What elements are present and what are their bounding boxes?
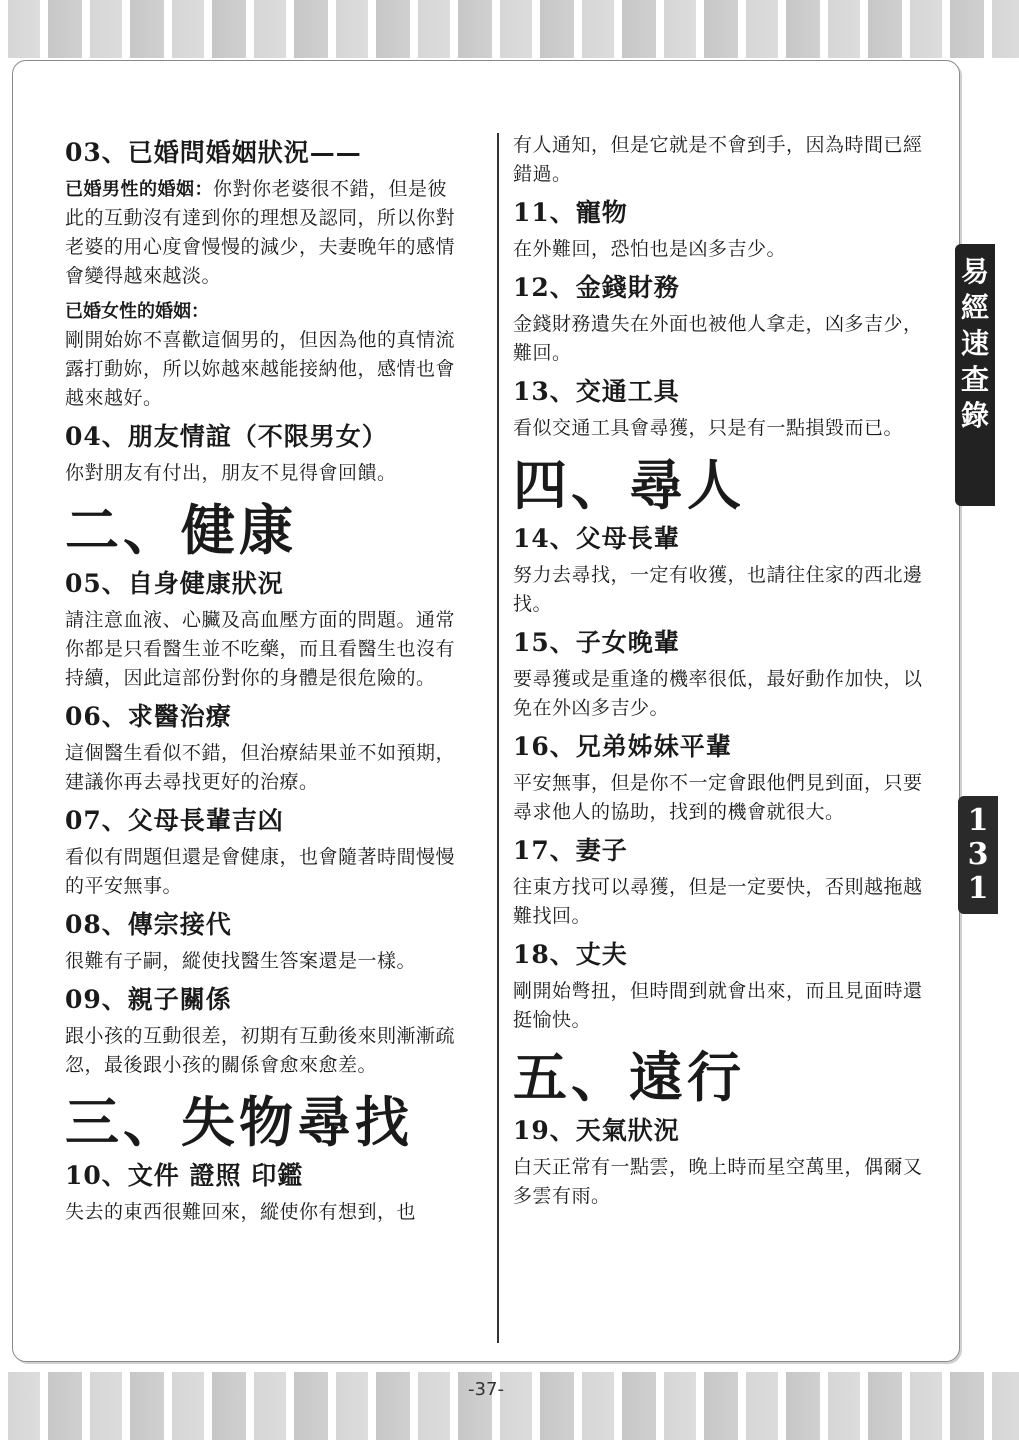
section-19-title: 19、天氣狀況 <box>513 1116 680 1145</box>
section-17-title: 17、妻子 <box>513 836 628 865</box>
section-06-text: 這個醫生看似不錯，但治療結果並不如預期，建議你再去尋找更好的治療。 <box>65 742 456 793</box>
section-14-text: 努力去尋找，一定有收獲，也請往住家的西北邊找。 <box>513 564 923 615</box>
column-divider <box>497 133 499 1343</box>
section-10-title: 10、文件 證照 印鑑 <box>65 1161 304 1190</box>
section-08-text: 很難有子嗣，縱使找醫生答案還是一樣。 <box>65 950 417 972</box>
section-04-title: 04、朋友情誼（不限男女） <box>65 422 388 451</box>
section-19-text: 白天正常有一點雲，晚上時而星空萬里，偶爾又多雲有雨。 <box>513 1156 923 1207</box>
chapter-4-title: 四、尋人 <box>513 453 745 517</box>
side-tab-char: 錄 <box>960 399 989 432</box>
section-15-text: 要尋獲或是重逢的機率很低，最好動作加快，以免在外凶多吉少。 <box>513 668 923 719</box>
section-06-title: 06、求醫治療 <box>65 702 232 731</box>
section-03-title: 03、已婚問婚姻狀況—— <box>65 138 362 167</box>
chapter-2-title: 二、健康 <box>65 498 297 562</box>
book-page <box>12 60 960 1400</box>
section-11-text: 在外難回，恐怕也是凶多吉少。 <box>513 238 787 260</box>
side-tab-book-title <box>955 244 995 506</box>
section-10-text: 失去的東西很難回來，縱使你有想到，也 <box>65 1201 417 1223</box>
section-09-text: 跟小孩的互動很差，初期有互動後來則漸漸疏忽，最後跟小孩的關係會愈來愈差。 <box>65 1025 456 1076</box>
section-10-continued: 有人通知，但是它就是不會到手，因為時間已經錯過。 <box>513 134 923 185</box>
female-marriage-text: 剛開始妳不喜歡這個男的，但因為他的真情流露打動妳，所以妳越來越能接納他，感情也會越來越好。 <box>65 329 456 409</box>
side-number-digit: 1 <box>967 803 989 838</box>
section-05-text: 請注意血液、心臟及高血壓方面的問題。通常你都是只看醫生並不吃藥，而且看醫生也沒有持續，因此這部份對你的身體是很危險的。 <box>65 609 456 689</box>
section-17-text: 往東方找可以尋獲，但是一定要快，否則越拖越難找回。 <box>513 876 923 927</box>
side-number-digit: 1 <box>967 871 989 906</box>
section-07-title: 07、父母長輩吉凶 <box>65 806 284 835</box>
side-tab-char: 易 <box>960 255 989 288</box>
top-decorative-band <box>0 0 1019 58</box>
left-column <box>65 131 465 1233</box>
male-marriage-label: 已婚男性的婚姻： <box>65 179 213 200</box>
section-04-text: 你對朋友有付出，朋友不見得會回饋。 <box>65 462 397 484</box>
side-number-digit: 3 <box>967 837 989 872</box>
section-12-text: 金錢財務遺失在外面也被他人拿走，凶多吉少，難回。 <box>513 313 923 364</box>
section-13-text: 看似交通工具會尋獲，只是有一點損毀而已。 <box>513 417 904 439</box>
section-03-male <box>65 175 465 291</box>
section-11-title: 11、寵物 <box>513 198 628 227</box>
section-09-title: 09、親子關係 <box>65 985 232 1014</box>
female-marriage-label: 已婚女性的婚姻： <box>65 301 209 322</box>
male-marriage-text: 你對你老婆很不錯，但是彼此的互動沒有達到你的理想及認同，所以你對老婆的用心度會慢慢的減少，夫妻晚年的感情會變得越來越淡。 <box>65 178 456 287</box>
section-05-title: 05、自身健康狀況 <box>65 569 284 598</box>
section-14-title: 14、父母長輩 <box>513 524 680 553</box>
chapter-3-title: 三、失物尋找 <box>65 1090 413 1154</box>
section-13-title: 13、交通工具 <box>513 377 680 406</box>
section-08-title: 08、傳宗接代 <box>65 910 232 939</box>
page-number: -37- <box>468 1379 504 1400</box>
side-tab-char: 速 <box>960 327 989 360</box>
section-12-title: 12、金錢財務 <box>513 273 680 302</box>
section-16-text: 平安無事，但是你不一定會跟他們見到面，只要尋求他人的協助，找到的機會就很大。 <box>513 772 923 823</box>
section-18-title: 18、丈夫 <box>513 940 628 969</box>
side-tab-char: 經 <box>960 291 989 324</box>
section-18-text: 剛開始彆扭，但時間到就會出來，而且見面時還挺愉快。 <box>513 980 923 1031</box>
section-07-text: 看似有問題但還是會健康，也會隨著時間慢慢的平安無事。 <box>65 846 456 897</box>
section-15-title: 15、子女晚輩 <box>513 628 680 657</box>
section-16-title: 16、兄弟姊妹平輩 <box>513 732 732 761</box>
right-column <box>513 131 923 1217</box>
side-tab-number <box>958 796 998 914</box>
side-tab-char: 查 <box>960 363 989 396</box>
chapter-5-title: 五、遠行 <box>513 1045 745 1109</box>
